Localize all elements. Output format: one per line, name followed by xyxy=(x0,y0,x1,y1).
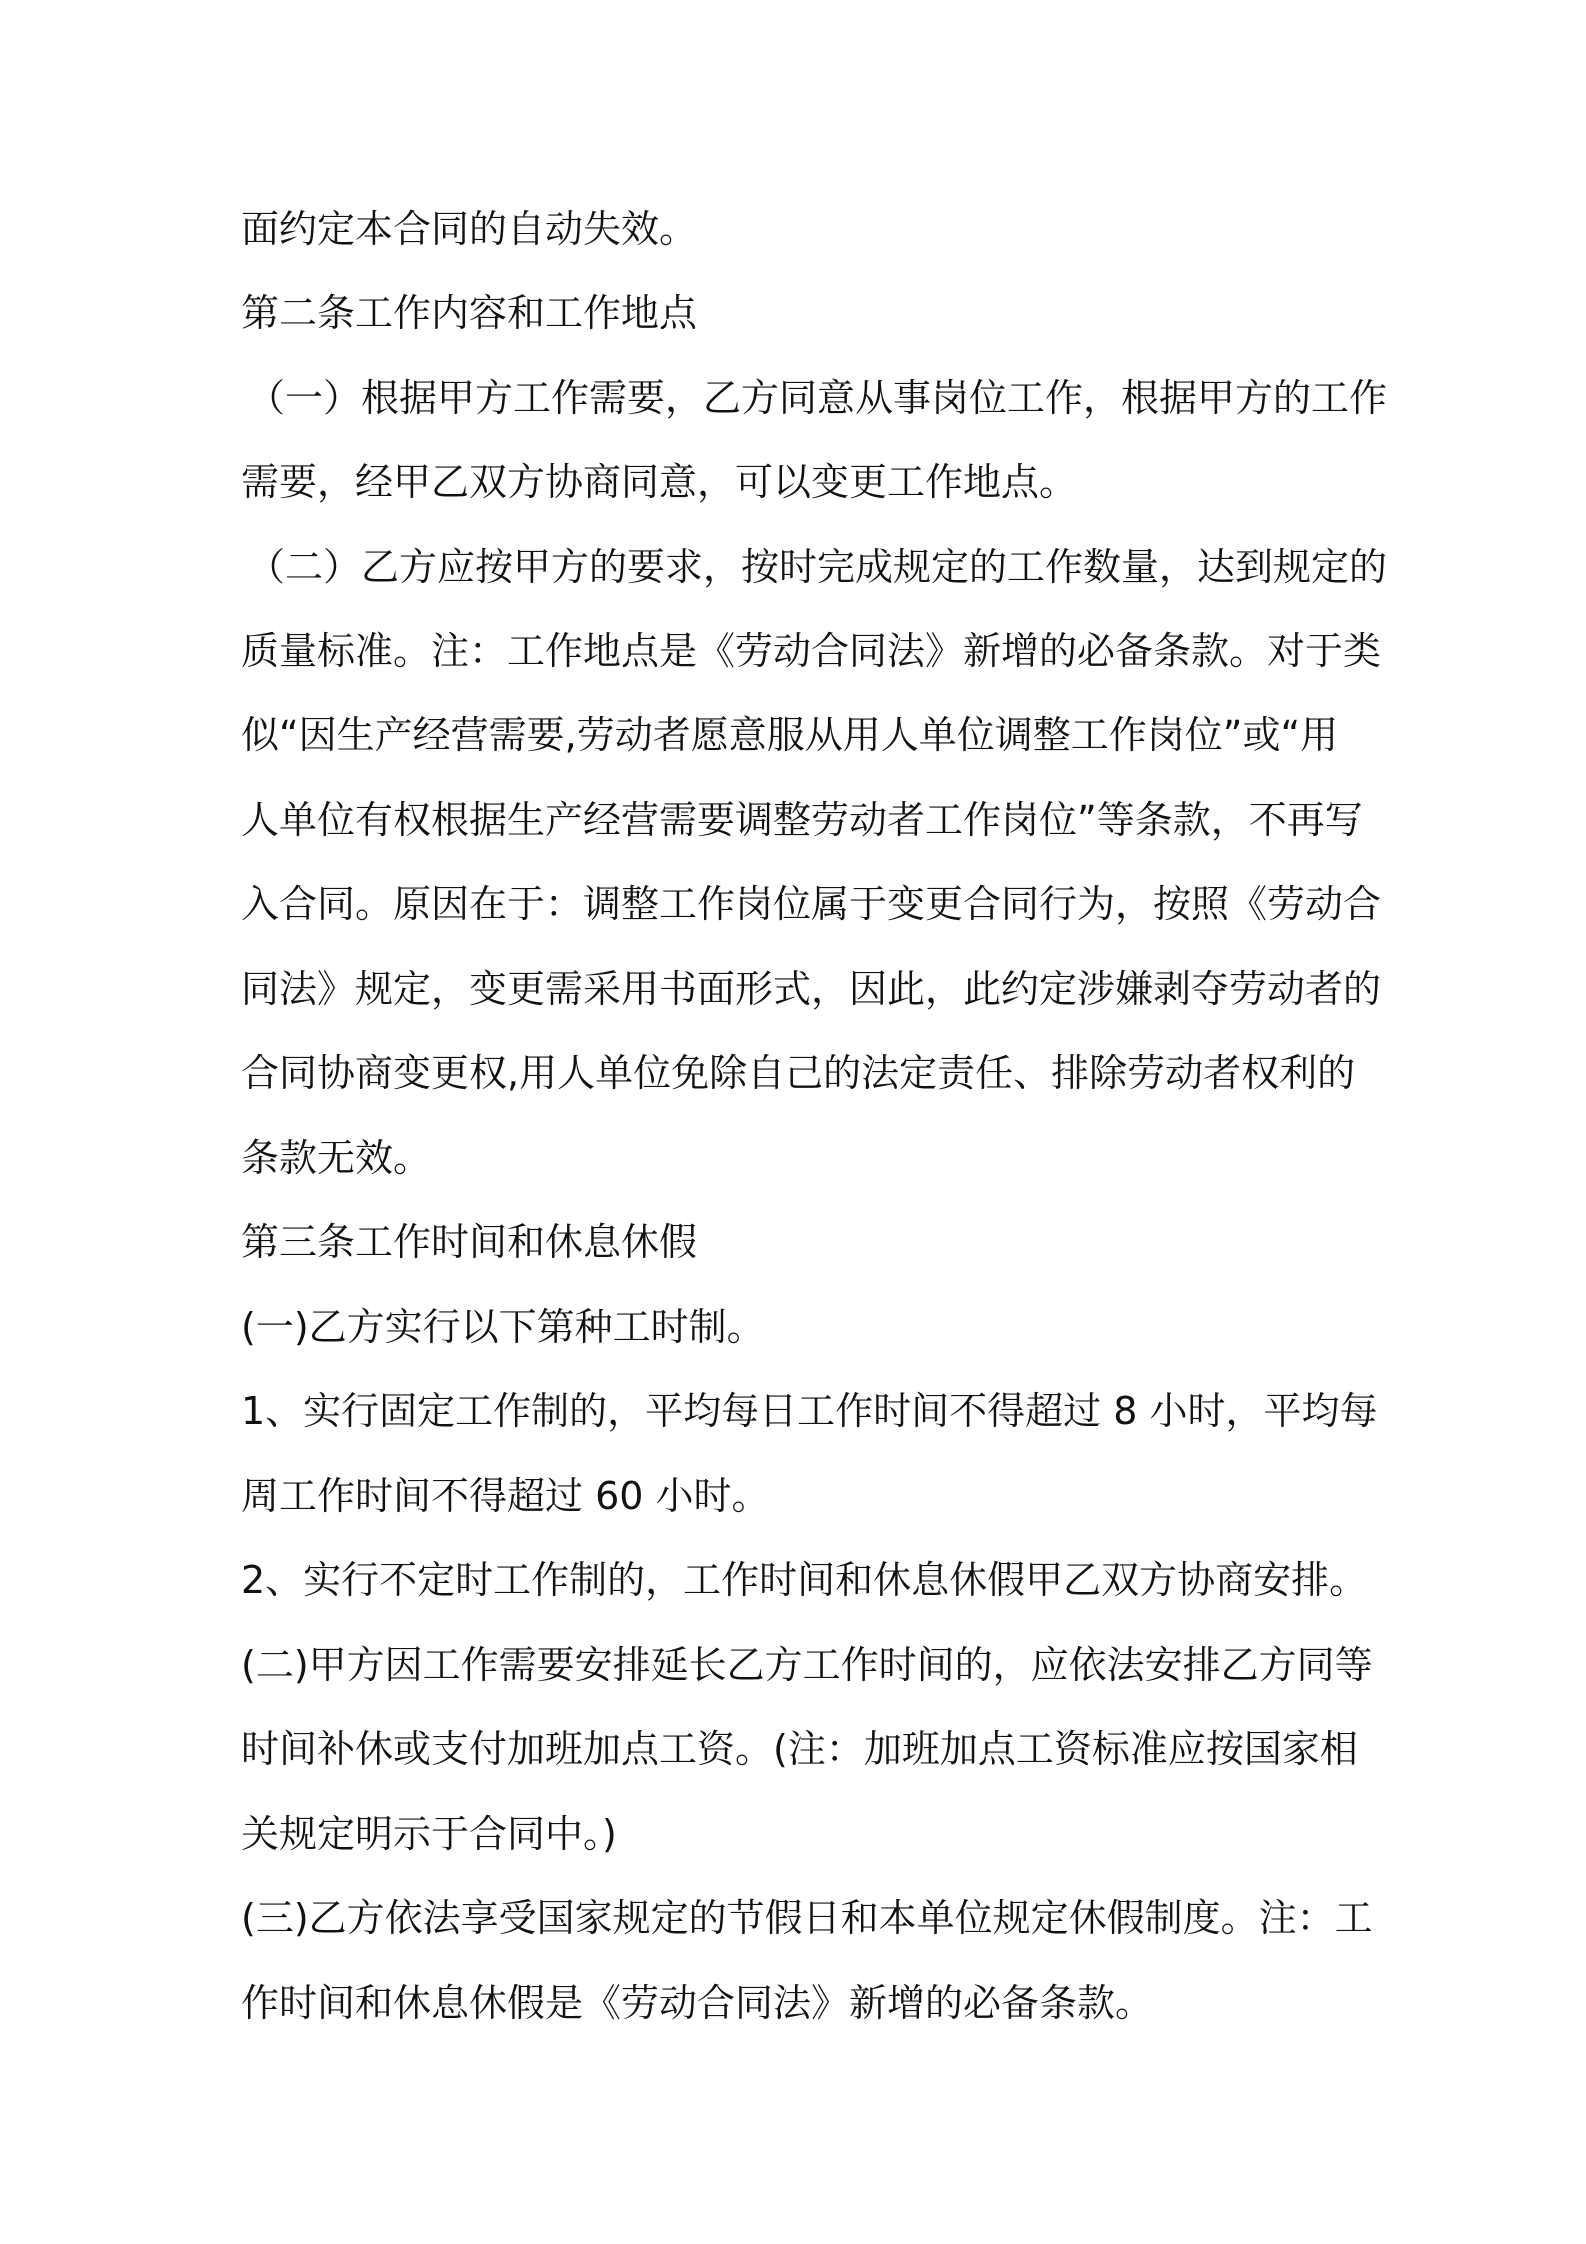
text-line: （二）乙方应按甲方的要求，按时完成规定的工作数量，达到规定的 xyxy=(247,545,1388,589)
section-heading: 第三条工作时间和休息休假 xyxy=(241,1220,698,1264)
text-line: 1、实行固定工作制的，平均每日工作时间不得超过 8 小时，平均每 xyxy=(241,1389,1378,1433)
text-line: 需要，经甲乙双方协商同意，可以变更工作地点。 xyxy=(241,460,1078,504)
text-line: 合同协商变更权,用人单位免除自己的法定责任、排除劳动者权利的 xyxy=(241,1051,1356,1095)
section-heading: 第二条工作内容和工作地点 xyxy=(241,291,698,335)
text-line: 关规定明示于合同中。) xyxy=(241,1812,617,1856)
text-line: (一)乙方实行以下第种工时制。 xyxy=(241,1305,765,1349)
text-line: 入合同。原因在于：调整工作岗位属于变更合同行为，按照《劳动合 xyxy=(241,882,1382,926)
text-line: 面约定本合同的自动失效。 xyxy=(241,207,698,251)
text-line: 作时间和休息休假是《劳动合同法》新增的必备条款。 xyxy=(241,1981,1154,2025)
text-line: 质量标准。注：工作地点是《劳动合同法》新增的必备条款。对于类 xyxy=(241,629,1382,673)
text-line: 周工作时间不得超过 60 小时。 xyxy=(241,1474,770,1518)
text-line: 似“因生产经营需要,劳动者愿意服从用人单位调整工作岗位”或“用 xyxy=(241,713,1339,757)
text-line: （一）根据甲方工作需要，乙方同意从事岗位工作，根据甲方的工作 xyxy=(247,376,1388,420)
text-line: 2、实行不定时工作制的，工作时间和休息休假甲乙双方协商安排。 xyxy=(241,1558,1368,1602)
text-line: (三)乙方依法享受国家规定的节假日和本单位规定休假制度。注：工 xyxy=(241,1896,1373,1940)
text-line: 人单位有权根据生产经营需要调整劳动者工作岗位”等条款，不再写 xyxy=(241,798,1363,842)
text-line: 条款无效。 xyxy=(241,1136,432,1180)
text-line: (二)甲方因工作需要安排延长乙方工作时间的，应依法安排乙方同等 xyxy=(241,1643,1373,1687)
text-line: 同法》规定，变更需采用书面形式，因此，此约定涉嫌剥夺劳动者的 xyxy=(241,967,1382,1011)
text-line: 时间补休或支付加班加点工资。(注：加班加点工资标准应按国家相 xyxy=(241,1727,1358,1771)
